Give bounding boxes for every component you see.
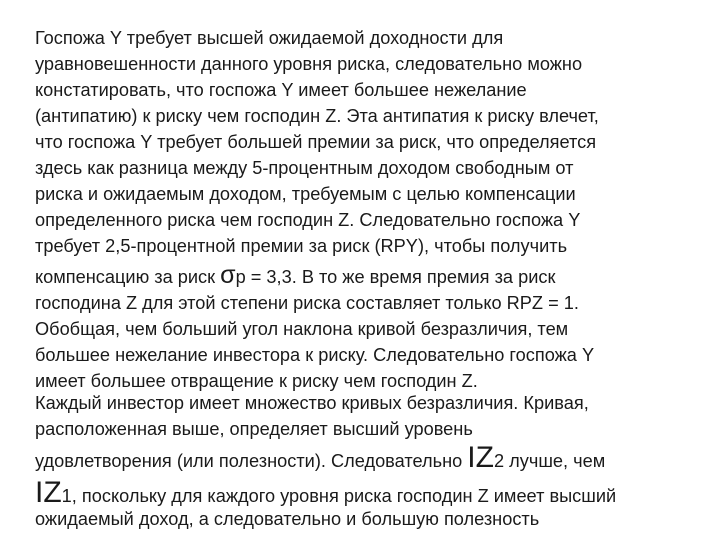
text-line-15: Каждый инвестор имеет множество кривых безразличия. Кривая,: [35, 393, 589, 413]
text-line-7: риска и ожидаемым доходом, требуемым с целью компенсации: [35, 184, 576, 204]
text-line-19: ожидаемый доход, а следовательно и большую полезность: [35, 509, 540, 529]
text-line-6: здесь как разница между 5-процентным доходом свободным от: [35, 158, 574, 178]
text-line-10-start: компенсацию за риск: [35, 267, 221, 287]
text-line-18-end: 1, поскольку для каждого уровня риска господин Z имеет высший: [61, 486, 617, 506]
sigma-symbol: σ: [220, 261, 236, 289]
text-line-11: господина Z для этой степени риска составляет только RPZ = 1.: [35, 293, 579, 313]
text-line-12: Обобщая, чем больший угол наклона кривой безразличия, тем: [35, 319, 569, 339]
text-line-10-end: р = 3,3. В то же время премия за риск: [235, 267, 556, 287]
text-line-1: Госпожа Y требует высшей ожидаемой доходности для: [35, 28, 504, 48]
text-line-16: расположенная выше, определяет высший уровень: [35, 419, 473, 439]
text-line-8: определенного риска чем господин Z. Следовательно госпожа Y: [35, 210, 581, 230]
text-line-14: имеет большее отвращение к риску чем господин Z.: [35, 371, 478, 391]
text-line-17-end: 2 лучше, чем: [493, 451, 606, 471]
text-line-13: большее нежелание инвестора к риску. Следовательно госпожа Y: [35, 345, 595, 365]
text-line-18: [35, 476, 617, 509]
text-line-5: что госпожа Y требует большей премии за риск, что определяется: [35, 132, 597, 152]
iz-symbol-1: IZ: [35, 476, 62, 509]
text-line-17-start: удовлетворения (или полезности). Следовательно: [35, 451, 468, 471]
text-line-3: констатировать, что госпожа Y имеет большее нежелание: [35, 80, 527, 100]
text-line-2: уравновешенности данного уровня риска, следовательно можно: [35, 54, 583, 74]
text-line-10: [35, 261, 556, 289]
text-line-9: требует 2,5-процентной премии за риск (RPY), чтобы получить: [35, 236, 568, 256]
iz-symbol-2: IZ: [467, 441, 494, 474]
text-line-4: (антипатию) к риску чем господин Z. Эта антипатия к риску влечет,: [35, 106, 599, 126]
text-line-17: [35, 441, 606, 474]
